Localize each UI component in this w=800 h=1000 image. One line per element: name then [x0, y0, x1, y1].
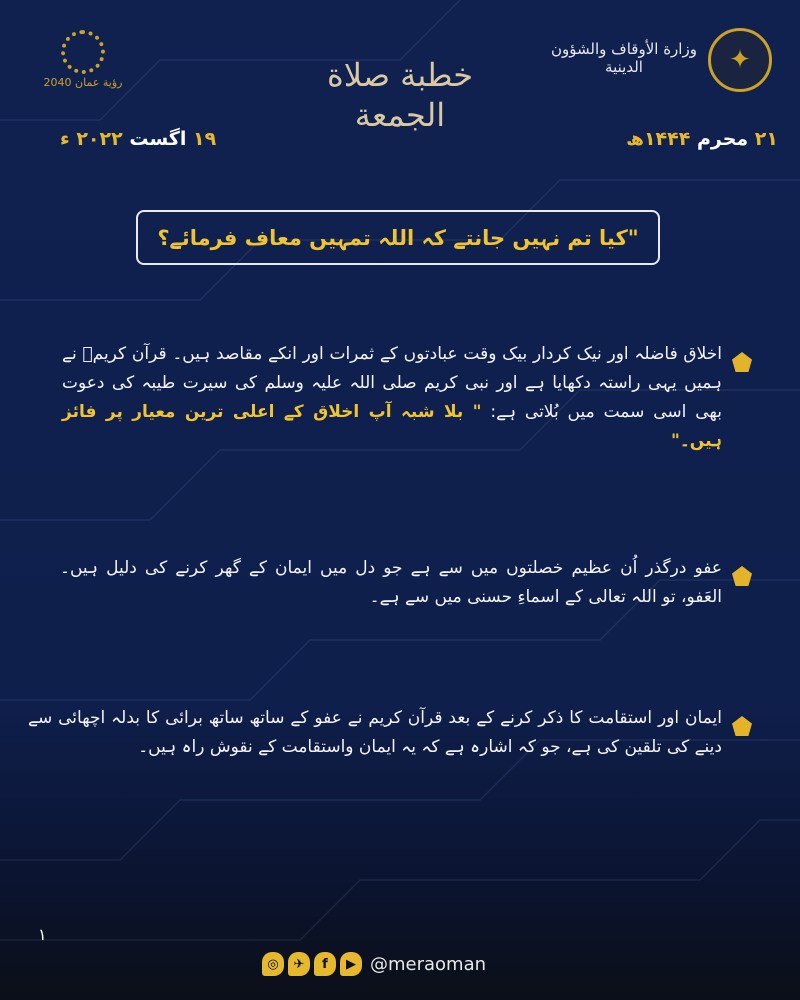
oman-vision-logo: رؤية عمان 2040	[18, 30, 148, 89]
ministry-name: وزارة الأوقاف والشؤون الدينية	[551, 40, 697, 76]
point-3: ایمان اور استقامت کا ذکر کرنے کے بعد قرآن کریم نے عفو کے ساتھ ساتھ برائی کا بدلہ اچھائی سے دینے کی تلقین کی ہے، جو کہ اشارہ ہے کہ یہ ایمان واستقامت کے نقوش راہ ہیں۔	[28, 708, 722, 757]
social-links	[262, 952, 486, 976]
point-1: اخلاق فاضلہ اور نیک کردار بیک وقت عبادتوں کے ثمرات اور انکے مقاصد ہیں۔ قرآن کریمؑ نے ہمیں یہی راستہ دکھایا ہے اور نبی کریم صلی اللہ علیہ وسلم کی سیرت طیبہ کی دعوت بھی اسی سمت میں بُلاتی ہے: " بلا شبہ آپ اخلاق کے اعلی ترین معیار پر فائز ہیں۔"	[62, 344, 722, 451]
quote-highlight: " بلا شبہ آپ اخلاق کے اعلی ترین معیار پر فائز ہیں۔"	[62, 402, 722, 451]
gregorian-date: ۱۹ اگست ۲۰۲۲ ء	[60, 128, 217, 150]
friday-sermon-calligraphy: خطبة صلاة الجمعة	[326, 56, 474, 134]
page-number: ۱	[38, 925, 47, 944]
question-box	[136, 210, 660, 265]
twitter-icon[interactable]: ✈	[288, 952, 310, 976]
hijri-date: ۲۱ محرم ۱۴۴۴ھ	[626, 128, 778, 150]
facebook-icon[interactable]: f	[314, 952, 336, 976]
youtube-icon[interactable]: ▶	[340, 952, 362, 976]
question-text: "کیا تم نہیں جانتے کہ اللہ تمہیں معاف فرمائے؟	[157, 225, 639, 250]
ministry-seal-logo: ✦	[708, 28, 772, 92]
instagram-icon[interactable]: ◎	[262, 952, 284, 976]
social-handle[interactable]: @meraoman	[370, 953, 487, 975]
point-2: عفو درگذر اُن عظیم خصلتوں میں سے ہے جو دل میں ایمان کے گھر کرنے کی دلیل ہیں۔ العَفو، تو اللہ تعالی کے اسماءِ حسنی میں سے ہے۔	[60, 558, 722, 607]
